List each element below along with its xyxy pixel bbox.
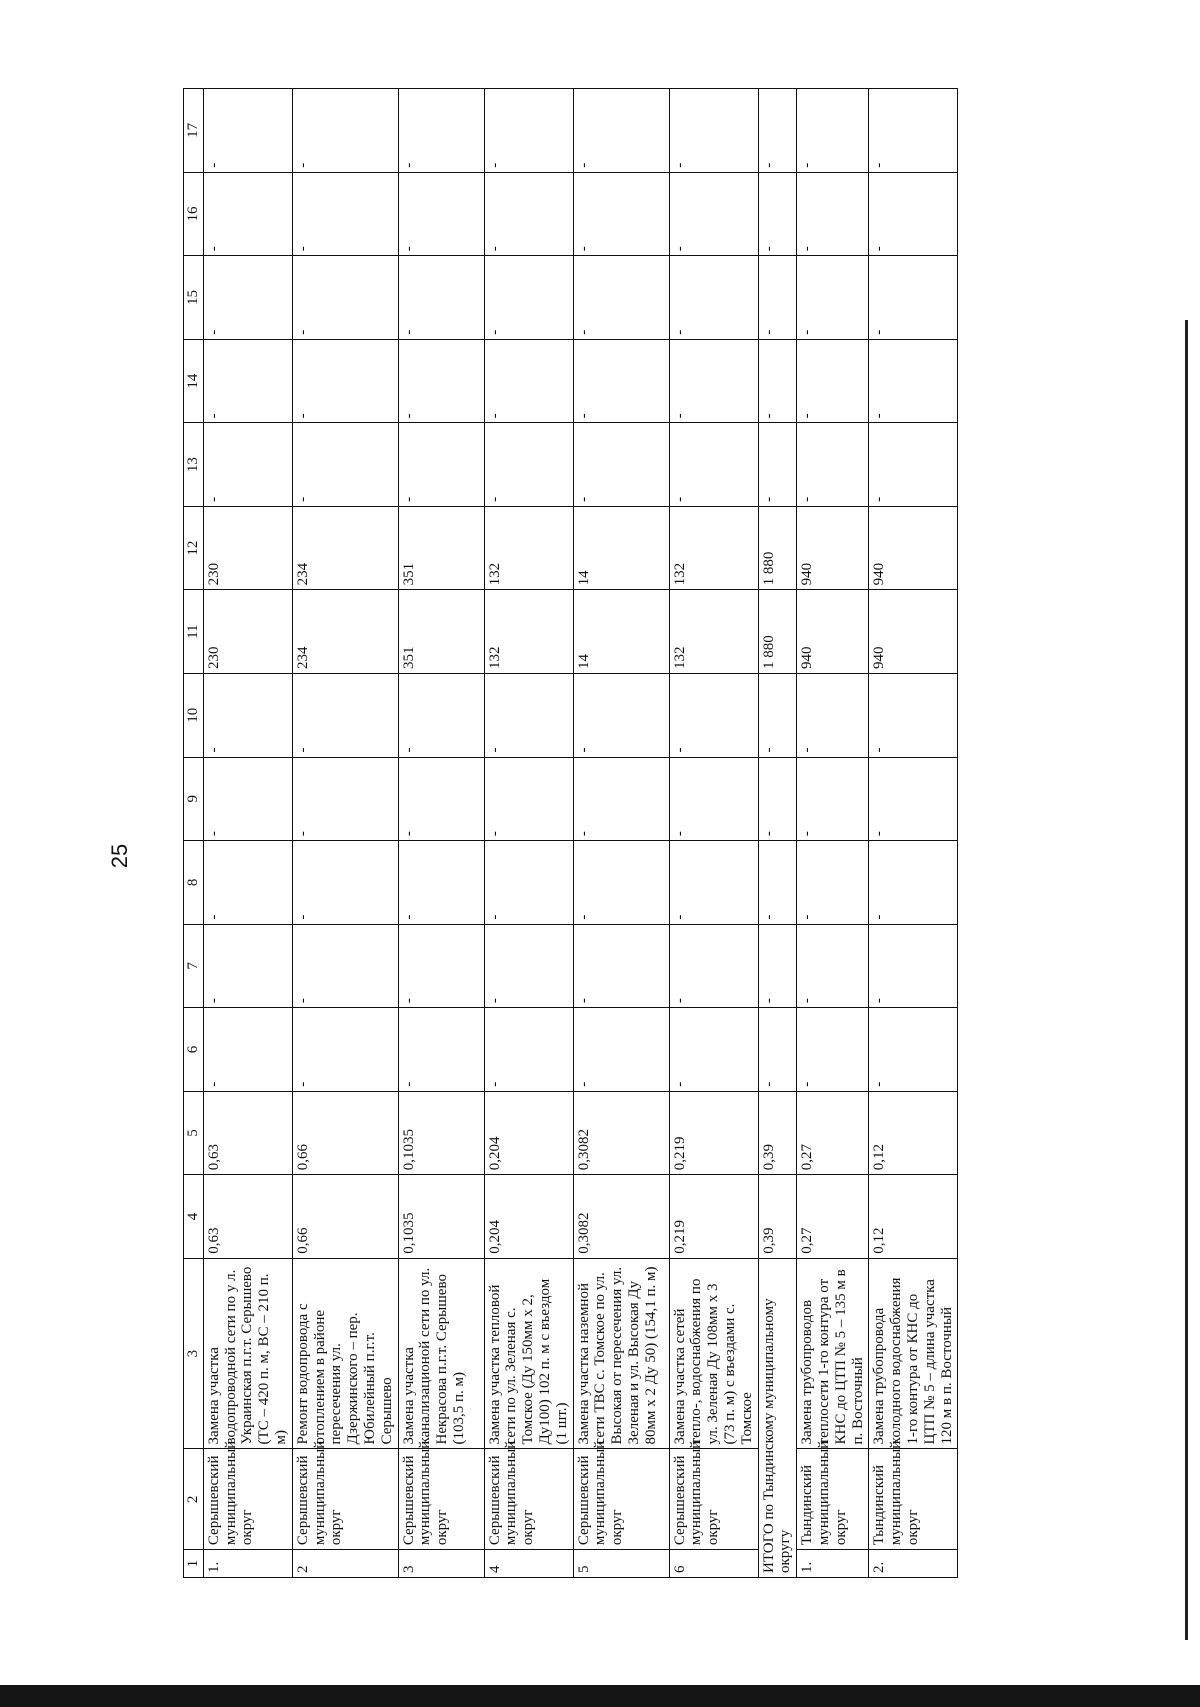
- column-number-16: 16: [184, 172, 204, 256]
- total-value-c9: -: [758, 757, 797, 841]
- work-description: Замена участка канализационой сети по ул. Некрасова п.г.т. Серышево (103,5 п. м): [398, 1258, 484, 1449]
- total-value-c14: -: [758, 339, 797, 423]
- work-description: Замена участка наземной сети ТВС с. Томское по ул. Высокая от пересечения ул. Зеленая и ул. Высокая Ду 80мм х 2 Ду 50) (154,1 п. м): [573, 1258, 669, 1449]
- total-value-c13: -: [758, 423, 797, 507]
- value-cell-c10: -: [484, 673, 573, 757]
- column-number-17: 17: [184, 89, 204, 173]
- work-description: Ремонт водопровода с отоплением в районе пересечения ул. Дзержинского – пер. Юбилейный п.г.т. Серышево: [292, 1258, 398, 1449]
- row-number: 6: [669, 1550, 758, 1578]
- district-cell: Серышевский муниципальный округ: [669, 1449, 758, 1550]
- value-cell-c13: -: [484, 423, 573, 507]
- work-description: Замена участка сетей тепло-, водоснабжения по ул. Зеленая Ду 108мм х 3 (73 п. м) с въездами с. Томское: [669, 1258, 758, 1449]
- work-description: Замена трубопровода холодного водоснабжения 1-го контура от КНС до ЦТП № 5 – длина участка 120 м в п. Восточный: [869, 1258, 958, 1449]
- table-row: [398, 89, 484, 1578]
- total-value-c15: -: [758, 256, 797, 340]
- value-cell-c5: 0,1035: [398, 1091, 484, 1175]
- value-cell-c12: 132: [669, 506, 758, 590]
- page-number: 25: [107, 843, 132, 869]
- value-cell-c16: -: [669, 172, 758, 256]
- value-cell-c8: -: [573, 841, 669, 925]
- value-cell-c14: -: [292, 339, 398, 423]
- value-cell-c5: 0,27: [797, 1091, 869, 1175]
- table-row: [203, 89, 292, 1578]
- value-cell-c4: 0,1035: [398, 1175, 484, 1259]
- value-cell-c15: -: [669, 256, 758, 340]
- value-cell-c5: 0,204: [484, 1091, 573, 1175]
- value-cell-c10: -: [573, 673, 669, 757]
- value-cell-c6: -: [797, 1008, 869, 1092]
- value-cell-c13: -: [869, 423, 958, 507]
- district-cell: Серышевский муниципальный округ: [203, 1449, 292, 1550]
- value-cell-c8: -: [869, 841, 958, 925]
- value-cell-c5: 0,219: [669, 1091, 758, 1175]
- column-number-11: 11: [184, 590, 204, 674]
- value-cell-c8: -: [203, 841, 292, 925]
- column-number-4: 4: [184, 1175, 204, 1259]
- value-cell-c13: -: [797, 423, 869, 507]
- value-cell-c8: -: [484, 841, 573, 925]
- value-cell-c7: -: [292, 924, 398, 1008]
- value-cell-c13: -: [292, 423, 398, 507]
- value-cell-c17: -: [484, 89, 573, 173]
- value-cell-c15: -: [573, 256, 669, 340]
- row-number: 1.: [797, 1550, 869, 1578]
- value-cell-c12: 234: [292, 506, 398, 590]
- value-cell-c6: -: [573, 1008, 669, 1092]
- column-number-8: 8: [184, 841, 204, 925]
- value-cell-c11: 132: [669, 590, 758, 674]
- row-number: 5: [573, 1550, 669, 1578]
- value-cell-c10: -: [292, 673, 398, 757]
- value-cell-c11: 940: [869, 590, 958, 674]
- value-cell-c6: -: [484, 1008, 573, 1092]
- column-number-10: 10: [184, 673, 204, 757]
- page-edge-line: [1185, 320, 1188, 1640]
- row-number: 1.: [203, 1550, 292, 1578]
- total-row: [758, 89, 797, 1578]
- value-cell-c8: -: [398, 841, 484, 925]
- total-value-c11: 1 880: [758, 590, 797, 674]
- district-cell: Тындинский муниципальный округ: [869, 1449, 958, 1550]
- work-description: Замена участка водопроводной сети по у л. Украинская п.г.т. Серышево (ТС – 420 п. м, ВС – 210 п. м): [203, 1258, 292, 1449]
- value-cell-c7: -: [398, 924, 484, 1008]
- column-number-3: 3: [184, 1258, 204, 1449]
- table-body: [203, 89, 958, 1578]
- value-cell-c8: -: [797, 841, 869, 925]
- value-cell-c11: 234: [292, 590, 398, 674]
- total-value-c8: -: [758, 841, 797, 925]
- total-value-c17: -: [758, 89, 797, 173]
- value-cell-c17: -: [669, 89, 758, 173]
- value-cell-c7: -: [484, 924, 573, 1008]
- value-cell-c11: 132: [484, 590, 573, 674]
- column-number-15: 15: [184, 256, 204, 340]
- table-row: [669, 89, 758, 1578]
- value-cell-c13: -: [398, 423, 484, 507]
- value-cell-c10: -: [869, 673, 958, 757]
- value-cell-c17: -: [292, 89, 398, 173]
- value-cell-c14: -: [573, 339, 669, 423]
- total-value-c10: -: [758, 673, 797, 757]
- value-cell-c6: -: [869, 1008, 958, 1092]
- value-cell-c14: -: [398, 339, 484, 423]
- value-cell-c16: -: [869, 172, 958, 256]
- value-cell-c8: -: [292, 841, 398, 925]
- value-cell-c12: 230: [203, 506, 292, 590]
- total-value-c5: 0,39: [758, 1091, 797, 1175]
- value-cell-c10: -: [203, 673, 292, 757]
- total-label: ИТОГО по Тындинскому муниципальному округу: [758, 1258, 797, 1577]
- value-cell-c12: 132: [484, 506, 573, 590]
- value-cell-c15: -: [797, 256, 869, 340]
- value-cell-c6: -: [398, 1008, 484, 1092]
- column-number-5: 5: [184, 1091, 204, 1175]
- table-row: [797, 89, 869, 1578]
- value-cell-c17: -: [203, 89, 292, 173]
- value-cell-c7: -: [203, 924, 292, 1008]
- row-number: 3: [398, 1550, 484, 1578]
- value-cell-c16: -: [203, 172, 292, 256]
- value-cell-c4: 0,63: [203, 1175, 292, 1259]
- value-cell-c4: 0,219: [669, 1175, 758, 1259]
- value-cell-c13: -: [573, 423, 669, 507]
- value-cell-c5: 0,3082: [573, 1091, 669, 1175]
- rotated-table-container: [183, 88, 1043, 1578]
- value-cell-c14: -: [869, 339, 958, 423]
- value-cell-c16: -: [573, 172, 669, 256]
- value-cell-c10: -: [398, 673, 484, 757]
- row-number: 4: [484, 1550, 573, 1578]
- value-cell-c12: 14: [573, 506, 669, 590]
- column-number-6: 6: [184, 1008, 204, 1092]
- works-table: [183, 88, 958, 1578]
- value-cell-c13: -: [669, 423, 758, 507]
- value-cell-c4: 0,66: [292, 1175, 398, 1259]
- value-cell-c15: -: [869, 256, 958, 340]
- value-cell-c5: 0,63: [203, 1091, 292, 1175]
- value-cell-c9: -: [869, 757, 958, 841]
- value-cell-c7: -: [669, 924, 758, 1008]
- value-cell-c10: -: [797, 673, 869, 757]
- column-number-1: 1: [184, 1550, 204, 1578]
- district-cell: Серышевский муниципальный округ: [292, 1449, 398, 1550]
- value-cell-c9: -: [203, 757, 292, 841]
- value-cell-c12: 940: [797, 506, 869, 590]
- value-cell-c16: -: [484, 172, 573, 256]
- total-value-c12: 1 880: [758, 506, 797, 590]
- total-value-c4: 0,39: [758, 1175, 797, 1259]
- value-cell-c6: -: [203, 1008, 292, 1092]
- value-cell-c9: -: [484, 757, 573, 841]
- value-cell-c4: 0,27: [797, 1175, 869, 1259]
- value-cell-c12: 940: [869, 506, 958, 590]
- district-cell: Серышевский муниципальный округ: [398, 1449, 484, 1550]
- value-cell-c5: 0,12: [869, 1091, 958, 1175]
- scan-bottom-border: [0, 1685, 1200, 1707]
- column-number-2: 2: [184, 1449, 204, 1550]
- value-cell-c16: -: [797, 172, 869, 256]
- column-number-13: 13: [184, 423, 204, 507]
- district-cell: Серышевский муниципальный округ: [573, 1449, 669, 1550]
- table-row: [869, 89, 958, 1578]
- value-cell-c7: -: [797, 924, 869, 1008]
- value-cell-c15: -: [398, 256, 484, 340]
- value-cell-c17: -: [573, 89, 669, 173]
- value-cell-c14: -: [797, 339, 869, 423]
- value-cell-c14: -: [669, 339, 758, 423]
- table-row: [484, 89, 573, 1578]
- district-cell: Тындинский муниципальный округ: [797, 1449, 869, 1550]
- total-value-c6: -: [758, 1008, 797, 1092]
- value-cell-c8: -: [669, 841, 758, 925]
- value-cell-c7: -: [573, 924, 669, 1008]
- value-cell-c9: -: [797, 757, 869, 841]
- row-number: 2: [292, 1550, 398, 1578]
- district-cell: Серышевский муниципальный округ: [484, 1449, 573, 1550]
- value-cell-c6: -: [669, 1008, 758, 1092]
- value-cell-c10: -: [669, 673, 758, 757]
- value-cell-c16: -: [398, 172, 484, 256]
- table-row: [573, 89, 669, 1578]
- table-row: [292, 89, 398, 1578]
- work-description: Замена участка тепловой сети по ул. Зеленая с. Томское (Ду 150мм х 2, Ду100) 102 п. м с въездом (1 шт.): [484, 1258, 573, 1449]
- value-cell-c17: -: [398, 89, 484, 173]
- row-number: 2.: [869, 1550, 958, 1578]
- value-cell-c11: 14: [573, 590, 669, 674]
- value-cell-c15: -: [484, 256, 573, 340]
- column-number-14: 14: [184, 339, 204, 423]
- column-number-7: 7: [184, 924, 204, 1008]
- total-value-c7: -: [758, 924, 797, 1008]
- value-cell-c17: -: [869, 89, 958, 173]
- value-cell-c4: 0,204: [484, 1175, 573, 1259]
- work-description: Замена трубопроводов теплосети 1-го контура от КНС до ЦТП № 5 – 135 м в п. Восточный: [797, 1258, 869, 1449]
- value-cell-c4: 0,3082: [573, 1175, 669, 1259]
- value-cell-c13: -: [203, 423, 292, 507]
- value-cell-c7: -: [869, 924, 958, 1008]
- total-value-c16: -: [758, 172, 797, 256]
- value-cell-c17: -: [797, 89, 869, 173]
- column-number-row: [184, 89, 204, 1578]
- value-cell-c4: 0,12: [869, 1175, 958, 1259]
- value-cell-c11: 940: [797, 590, 869, 674]
- value-cell-c9: -: [573, 757, 669, 841]
- value-cell-c11: 230: [203, 590, 292, 674]
- value-cell-c15: -: [203, 256, 292, 340]
- value-cell-c5: 0,66: [292, 1091, 398, 1175]
- value-cell-c14: -: [203, 339, 292, 423]
- value-cell-c16: -: [292, 172, 398, 256]
- value-cell-c15: -: [292, 256, 398, 340]
- value-cell-c6: -: [292, 1008, 398, 1092]
- column-number-9: 9: [184, 757, 204, 841]
- value-cell-c9: -: [669, 757, 758, 841]
- value-cell-c9: -: [398, 757, 484, 841]
- value-cell-c14: -: [484, 339, 573, 423]
- column-number-12: 12: [184, 506, 204, 590]
- value-cell-c12: 351: [398, 506, 484, 590]
- value-cell-c9: -: [292, 757, 398, 841]
- value-cell-c11: 351: [398, 590, 484, 674]
